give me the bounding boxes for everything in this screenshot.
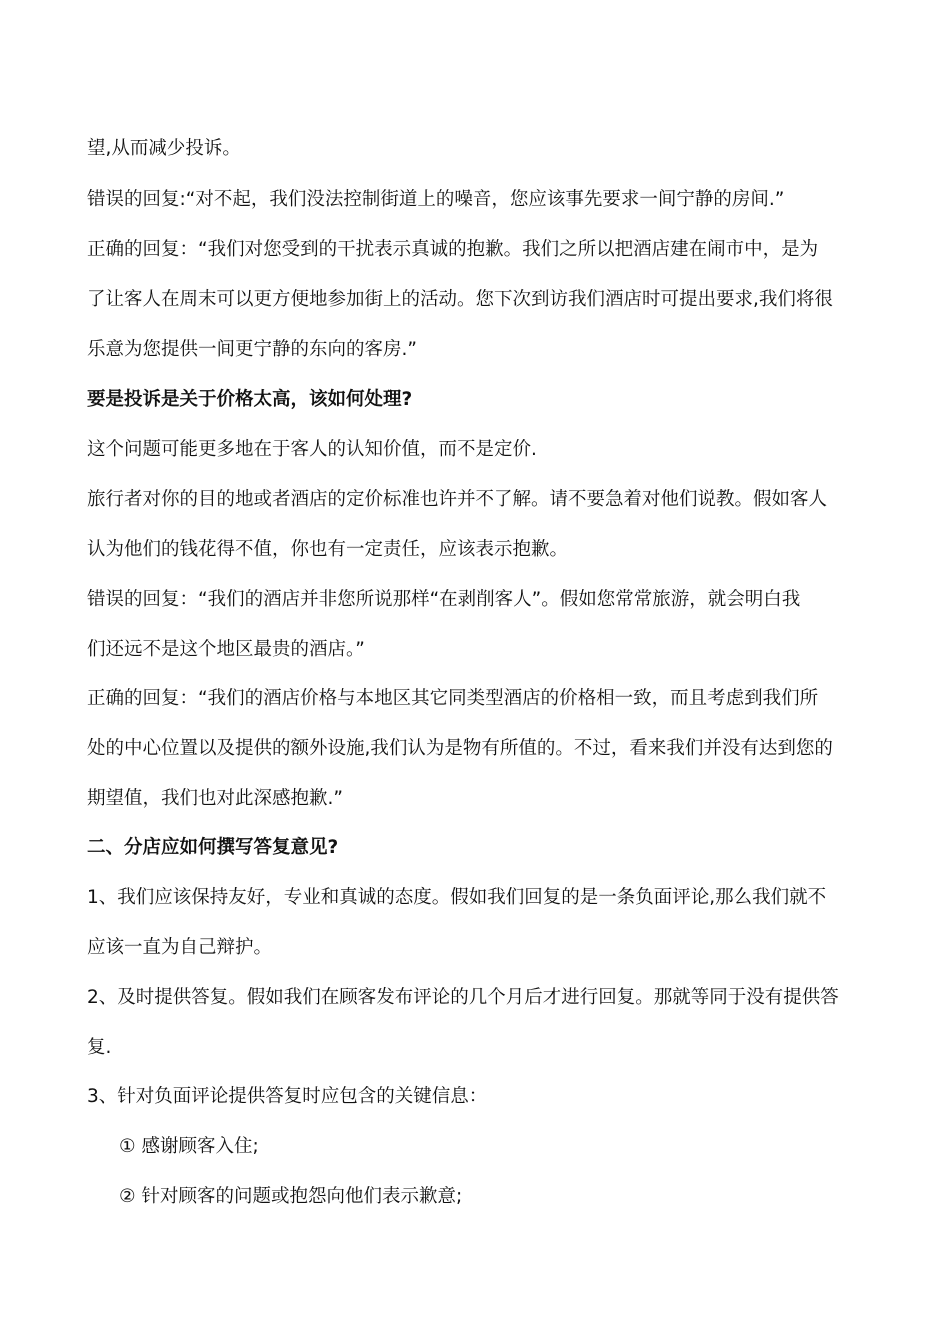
paragraph-line: 错误的回复:“对不起，我们没法控制街道上的噪音，您应该事先要求一间宁静的房间.” [87, 189, 785, 210]
paragraph-line: 处的中心位置以及提供的额外设施,我们认为是物有所值的。不过，看来我们并没有达到您的 [87, 738, 833, 759]
paragraph-line: 正确的回复：“我们对您受到的干扰表示真诚的抱歉。我们之所以把酒店建在闹市中，是为 [87, 239, 819, 260]
paragraph-line: 复. [87, 1037, 112, 1058]
sub-list-item: ② 针对顾客的问题或抱怨向他们表示歉意; [119, 1186, 463, 1207]
paragraph-line: 正确的回复：“我们的酒店价格与本地区其它同类型酒店的价格相一致，而且考虑到我们所 [87, 688, 819, 709]
paragraph-line: 认为他们的钱花得不值，你也有一定责任，应该表示抱歉。 [87, 539, 569, 560]
sub-list-item: ① 感谢顾客入住; [119, 1136, 259, 1157]
paragraph-line: 望,从而减少投诉。 [87, 138, 241, 159]
paragraph-line: 应该一直为自己辩护。 [87, 937, 273, 958]
paragraph-line: 这个问题可能更多地在于客人的认知价值，而不是定价. [87, 439, 537, 460]
section-heading: 二、分店应如何撰写答复意见? [87, 837, 339, 858]
paragraph-line: 期望值，我们也对此深感抱歉.” [87, 788, 343, 809]
list-item: 2、及时提供答复。假如我们在顾客发布评论的几个月后才进行回复。那就等同于没有提供答 [87, 987, 839, 1008]
paragraph-line: 错误的回复：“我们的酒店并非您所说那样“在剥削客人”。假如您常常旅游，就会明白我 [87, 589, 801, 610]
paragraph-line: 们还远不是这个地区最贵的酒店。” [87, 639, 365, 660]
list-item: 1、我们应该保持友好，专业和真诚的态度。假如我们回复的是一条负面评论,那么我们就不 [87, 887, 827, 908]
paragraph-line: 旅行者对你的目的地或者酒店的定价标准也许并不了解。请不要急着对他们说教。假如客人 [87, 489, 828, 510]
list-item: 3、针对负面评论提供答复时应包含的关键信息： [87, 1086, 488, 1107]
paragraph-line: 了让客人在周末可以更方便地参加街上的活动。您下次到访我们酒店时可提出要求,我们将很 [87, 289, 833, 310]
paragraph-line: 乐意为您提供一间更宁静的东向的客房.” [87, 339, 417, 360]
section-heading: 要是投诉是关于价格太高，该如何处理? [87, 389, 413, 410]
